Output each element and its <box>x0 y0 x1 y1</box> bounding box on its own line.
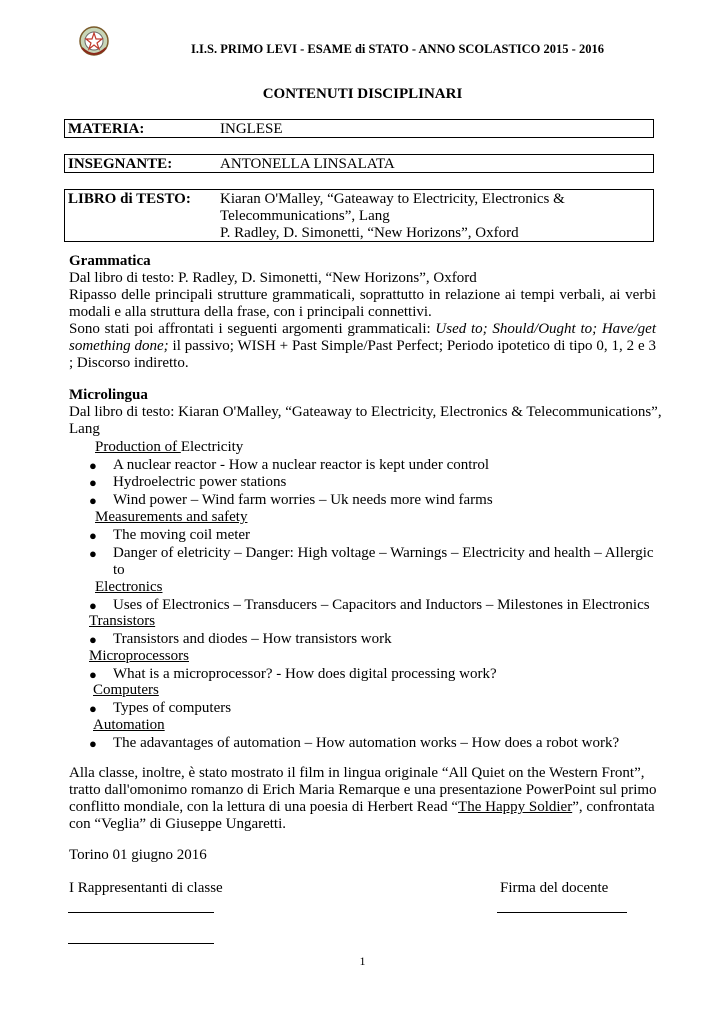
date-text: Torino 01 giugno 2016 <box>69 847 207 863</box>
libro-label: LIBRO di TESTO: <box>68 191 191 207</box>
section-production <box>95 439 243 456</box>
header-title: I.I.S. PRIMO LEVI - ESAME di STATO - ANNO SCOLASTICO 2015 - 2016 <box>191 42 604 56</box>
grammatica-source: Dal libro di testo: P. Radley, D. Simonetti, “New Horizons”, Oxford <box>69 270 477 286</box>
page-title: CONTENUTI DISCIPLINARI <box>262 86 463 102</box>
list-item-continuation: to <box>113 562 125 578</box>
section-computers: Computers <box>93 682 159 698</box>
argomenti-rest: il passivo; WISH + Past Simple/Past Perfect; Periodo ipotetico di tipo 0, 1, 2 e 3 ; Discorso indiretto. <box>69 338 656 372</box>
signature-line <box>68 912 214 913</box>
list-item: ● Wind power – Wind farm worries – Uk needs more wind farms <box>89 492 493 508</box>
list-item: ● Hydroelectric power stations <box>89 474 287 490</box>
signature-line <box>68 943 214 944</box>
grammatica-argomenti <box>69 321 656 373</box>
materia-box <box>64 119 654 138</box>
grammatica-ripasso: Ripasso delle principali strutture grammaticali, soprattutto in relazione ai tempi verbali, ai verbi modali e alla struttura della frase, con i principali connettivi. <box>69 287 656 321</box>
film-line: tratto dall'omonimo romanzo di Erich Maria Remarque e una presentazione PowerPoint sul primo <box>69 782 657 798</box>
libro-line: Telecommunications”, Lang <box>220 208 390 224</box>
insegnante-label: INSEGNANTE: <box>68 156 173 172</box>
grammatica-heading: Grammatica <box>69 253 151 269</box>
list-item: ● Types of computers <box>89 700 232 716</box>
microlingua-heading: Microlingua <box>69 387 148 403</box>
section-automation: Automation <box>93 717 165 733</box>
production-rest: Electricity <box>180 439 244 455</box>
libro-line: P. Radley, D. Simonetti, “New Horizons”, Oxford <box>220 225 519 241</box>
production-underlined: Production of <box>95 439 181 455</box>
list-item: ● Uses of Electronics – Transducers – Capacitors and Inductors – Milestones in Electronics <box>89 597 650 613</box>
film-line: con “Veglia” di Giuseppe Ungaretti. <box>69 816 287 832</box>
section-microprocessors: Microprocessors <box>89 648 189 664</box>
microlingua-source: Dal libro di testo: Kiaran O'Malley, “Gateaway to Electricity, Electronics & Telecommunications”, <box>69 404 662 420</box>
argomenti-intro: Sono stati poi affrontati i seguenti argomenti grammaticali: <box>69 321 436 337</box>
firma-label: Firma del docente <box>500 880 609 896</box>
film-line: Alla classe, inoltre, è stato mostrato il film in lingua originale “All Quiet on the Western Front”, <box>69 765 645 781</box>
insegnante-value: ANTONELLA LINSALATA <box>220 156 395 172</box>
list-item: ● What is a microprocessor? - How does digital processing work? <box>89 666 497 682</box>
insegnante-box <box>64 154 654 173</box>
libro-value <box>220 191 565 242</box>
materia-label: MATERIA: <box>68 121 145 137</box>
list-item: ● Transistors and diodes – How transistors work <box>89 631 392 647</box>
list-item: ● The adavantages of automation – How automation works – How does a robot work? <box>89 735 620 751</box>
libro-box <box>64 189 654 242</box>
materia-value: INGLESE <box>220 121 283 137</box>
section-electronics: Electronics <box>95 579 163 595</box>
libro-line: Kiaran O'Malley, “Gateaway to Electricity, Electronics & <box>220 191 565 207</box>
poem-title: The Happy Soldier <box>458 799 573 815</box>
signature-line <box>497 912 627 913</box>
argomenti-italic: Used to; Should/Ought to; Have/get something done; <box>69 321 656 355</box>
list-item: ● The moving coil meter <box>89 527 251 543</box>
page-number: 1 <box>359 954 366 968</box>
rappresentanti-label: I Rappresentanti di classe <box>69 880 223 896</box>
section-transistors: Transistors <box>89 613 156 629</box>
microlingua-source-cont: Lang <box>69 421 100 437</box>
film-line: conflitto mondiale, con la lettura di una poesia di Herbert Read “The Happy Soldier”, confrontata <box>69 799 655 815</box>
list-item: ● A nuclear reactor - How a nuclear reactor is kept under control <box>89 457 490 473</box>
section-measurements: Measurements and safety <box>95 509 248 525</box>
list-item: ● Danger of eletricity – Danger: High voltage – Warnings – Electricity and health – Allergic <box>89 545 654 561</box>
